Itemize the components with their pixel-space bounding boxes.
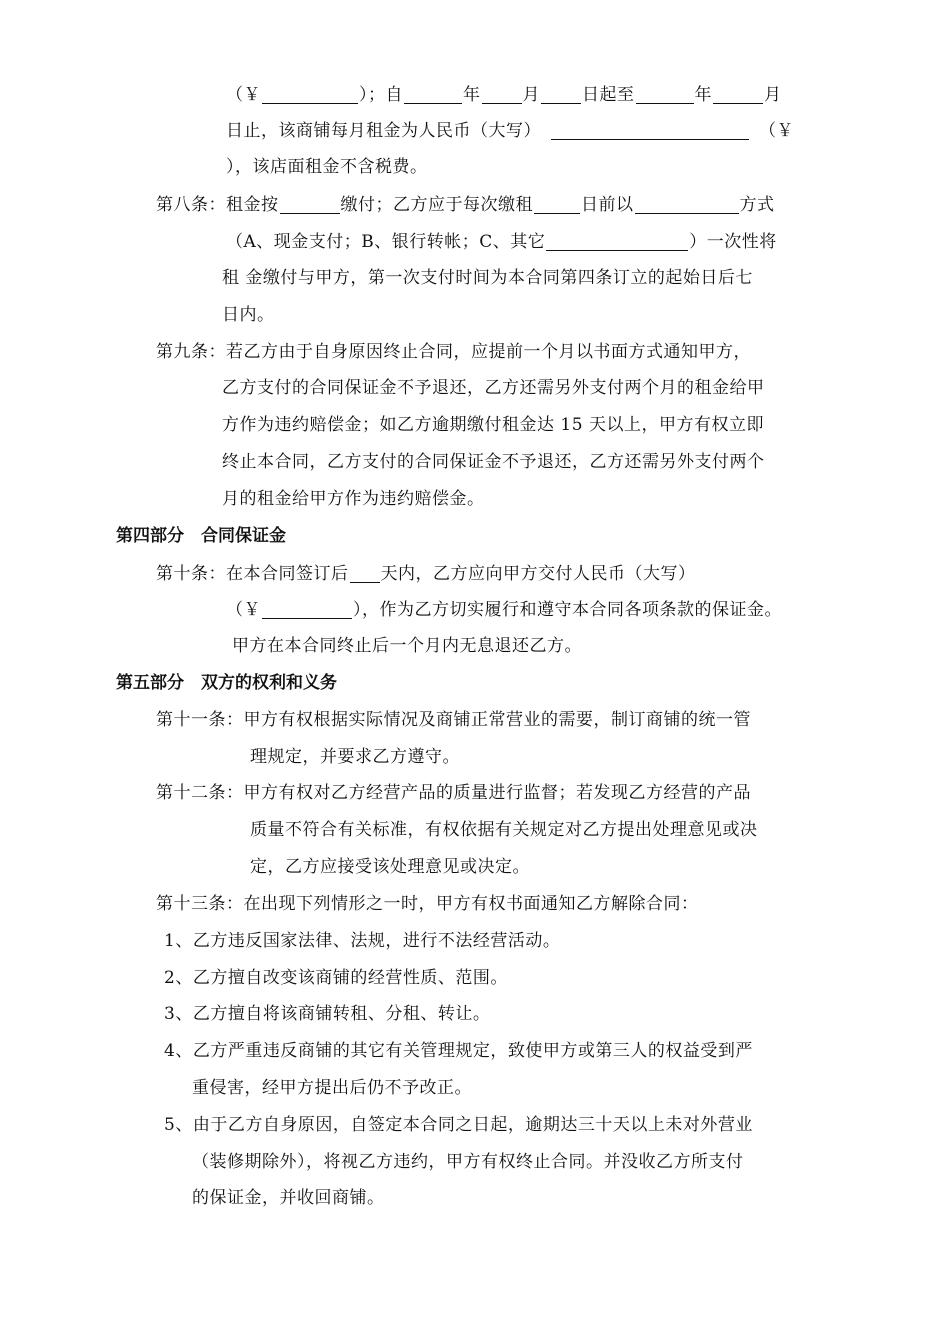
list-item xyxy=(164,1043,753,1060)
art9-line-5 xyxy=(222,491,485,508)
art12-line-2 xyxy=(250,822,758,839)
art8-text-3: 租 金缴付与甲方，第一次支付时间为本合同第四条订立的起始日后七 xyxy=(222,268,753,288)
art7-line-1 xyxy=(226,86,782,104)
art10-line-2 xyxy=(226,601,782,619)
art9-text-2: 乙方支付的合同保证金不予退还，乙方还需另外支付两个月的租金给甲 xyxy=(222,378,765,398)
art7-year: 年 xyxy=(463,85,481,105)
art7-tax-text: ），该店面租金不含税费。 xyxy=(226,157,428,177)
item-5-text-1: 5、由于乙方自身原因，自签定本合同之日起，逾期达三十天以上未对外营业 xyxy=(164,1115,753,1135)
art8-text: 缴付；乙方应于每次缴租 xyxy=(340,195,533,215)
deposit-amount-blank xyxy=(262,601,352,619)
item-2-text: 2、乙方擅自改变该商铺的经营性质、范围。 xyxy=(164,968,508,988)
list-item-cont xyxy=(192,1190,385,1207)
art8-line-4 xyxy=(222,307,275,324)
other-method-blank xyxy=(546,233,688,251)
part4-heading: 第四部分 合同保证金 xyxy=(116,526,286,546)
days-blank xyxy=(350,565,380,583)
item-5-text-3: 的保证金，并收回商铺。 xyxy=(192,1188,385,1208)
art8-line-2 xyxy=(226,233,777,251)
art8-text-4: 日内。 xyxy=(222,305,275,325)
art8-line-3 xyxy=(222,270,753,287)
year-blank xyxy=(636,86,694,104)
art13-text-1: 第十三条：在出现下列情形之一时，甲方有权书面通知乙方解除合同： xyxy=(156,894,699,914)
art10-text-d: 甲方在本合同终止后一个月内无息退还乙方。 xyxy=(232,636,582,656)
art13-line-1 xyxy=(156,896,699,913)
art12-line-3 xyxy=(250,859,530,876)
art8-lumpsum: ）一次性将 xyxy=(689,232,777,252)
art9-line-4 xyxy=(222,454,765,471)
art7-month: 月 xyxy=(522,85,540,105)
art7-line-2 xyxy=(226,122,794,140)
art8-before: 日前以 xyxy=(581,195,634,215)
art9-text-5: 月的租金给甲方作为违约赔偿金。 xyxy=(222,489,485,509)
list-item xyxy=(164,970,508,987)
art9-line-1 xyxy=(156,344,751,361)
art10-line-3 xyxy=(232,638,582,655)
item-3-text: 3、乙方擅自将该商铺转租、分租、转让。 xyxy=(164,1004,491,1024)
item-4-text-2: 重侵害，经甲方提出后仍不予改正。 xyxy=(192,1078,472,1098)
item-4-text-1: 4、乙方严重违反商铺的其它有关管理规定，致使甲方或第三人的权益受到严 xyxy=(164,1041,753,1061)
art12-text-3: 定，乙方应接受该处理意见或决定。 xyxy=(250,857,530,877)
part5-heading: 第五部分 双方的权利和义务 xyxy=(116,673,337,693)
month-blank xyxy=(482,86,522,104)
list-item xyxy=(164,933,560,950)
list-item xyxy=(164,1006,490,1023)
art9-text-3: 方作为违约赔偿金；如乙方逾期缴付租金达 15 天以上，甲方有权立即 xyxy=(222,415,764,435)
art7-year-2: 年 xyxy=(694,85,712,105)
art11-text-2: 理规定，并要求乙方遵守。 xyxy=(250,747,460,767)
art11-line-2 xyxy=(250,749,460,766)
art9-line-3 xyxy=(222,417,764,434)
art12-text-1: 第十二条：甲方有权对乙方经营产品的质量进行监督；若发现乙方经营的产品 xyxy=(156,783,751,803)
art10-yuan-open: （￥ xyxy=(226,600,261,620)
art10-line-1 xyxy=(156,565,696,583)
list-item-cont xyxy=(192,1154,744,1171)
payment-method-blank xyxy=(635,196,739,214)
list-item xyxy=(164,1117,753,1134)
art10-text-c: ），作为乙方切实履行和遵守本合同各项条款的保证金。 xyxy=(353,600,782,620)
art7-yuan-open: （￥ xyxy=(226,85,261,105)
art7-rent-text: 日止，该商铺每月租金为人民币（大写） xyxy=(226,121,541,141)
list-item-cont xyxy=(192,1080,472,1097)
art11-line-1 xyxy=(156,712,751,729)
art11-text-1: 第十一条：甲方有权根据实际情况及商铺正常营业的需要，制订商铺的统一管 xyxy=(156,710,751,730)
item-1-text: 1、乙方违反国家法律、法规，进行不法经营活动。 xyxy=(164,931,561,951)
art8-label: 第八条：租金按 xyxy=(156,195,279,215)
day-blank xyxy=(541,86,581,104)
art7-line-3 xyxy=(226,159,428,176)
item-5-text-2: （装修期除外），将视乙方违约，甲方有权终止合同。并没收乙方所支付 xyxy=(192,1152,744,1172)
art9-line-2 xyxy=(222,380,765,397)
art8-options: （A、现金支付；B、银行转帐；C、其它 xyxy=(226,232,546,252)
art7-month-2: 月 xyxy=(764,85,782,105)
art9-text-4: 终止本合同，乙方支付的合同保证金不予退还，乙方还需另外支付两个 xyxy=(222,452,765,472)
month-blank xyxy=(713,86,763,104)
art7-yuan-open-2: （￥ xyxy=(759,121,794,141)
art7-day-to: 日起至 xyxy=(582,85,635,105)
rent-amount-blank xyxy=(551,122,749,140)
amount-blank xyxy=(262,86,358,104)
year-blank xyxy=(404,86,462,104)
payment-day-blank xyxy=(534,196,580,214)
art12-text-2: 质量不符合有关标准，有权依据有关规定对乙方提出处理意见或决 xyxy=(250,820,758,840)
art8-method: 方式 xyxy=(739,195,775,215)
art9-text-1: 第九条：若乙方由于自身原因终止合同，应提前一个月以书面方式通知甲方， xyxy=(156,342,751,362)
art10-text-b: 天内，乙方应向甲方交付人民币（大写） xyxy=(380,564,696,584)
art12-line-1 xyxy=(156,785,751,802)
art8-line-1 xyxy=(156,196,775,214)
payment-period-blank xyxy=(280,196,340,214)
art7-from: ）；自 xyxy=(359,85,403,105)
art10-text-a: 第十条：在本合同签订后 xyxy=(156,564,349,584)
